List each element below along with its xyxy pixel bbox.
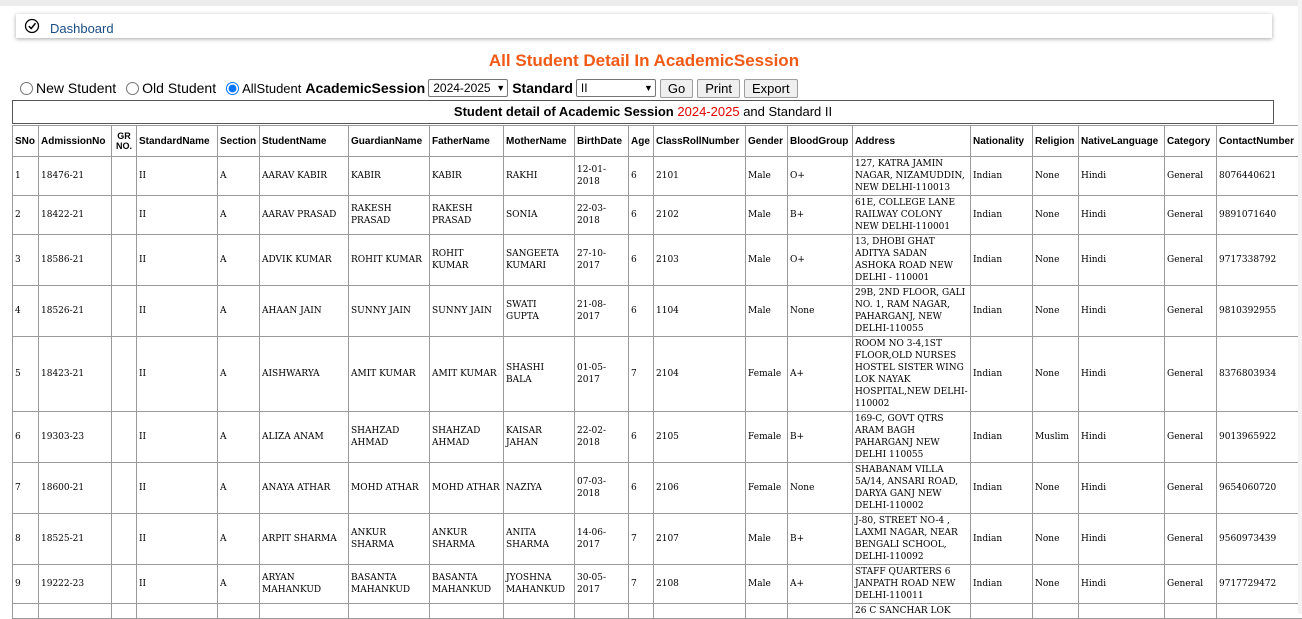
table-cell: Indian	[971, 514, 1033, 565]
table-cell	[971, 604, 1033, 619]
table-cell: Hindi	[1079, 412, 1165, 463]
table-cell: MOHD ATHAR	[430, 463, 504, 514]
table-cell: 9013965922	[1217, 412, 1302, 463]
table-cell: 14-06-2017	[575, 514, 629, 565]
table-cell: A	[218, 514, 260, 565]
table-cell: 6	[629, 157, 654, 196]
table-cell: II	[137, 337, 218, 412]
table-cell	[1217, 604, 1302, 619]
table-cell: General	[1165, 157, 1217, 196]
table-cell: None	[1033, 286, 1079, 337]
table-cell: J-80, STREET NO-4 , LAXMI NAGAR, NEAR BENGALI SCHOOL, DELHI-110092	[853, 514, 971, 565]
table-cell: BASANTA MAHANKUD	[430, 565, 504, 604]
table-cell: None	[1033, 235, 1079, 286]
table-cell: General	[1165, 514, 1217, 565]
table-cell: 13, DHOBI GHAT ADITYA SADAN ASHOKA ROAD NEW DELHI - 110001	[853, 235, 971, 286]
table-cell: Male	[746, 286, 788, 337]
column-header: Age	[629, 126, 654, 157]
table-cell: ROOM NO 3-4,1ST FLOOR,OLD NURSES HOSTEL SISTER WING LOK NAYAK HOSPITAL,NEW DELHI-110002	[853, 337, 971, 412]
table-cell: General	[1165, 565, 1217, 604]
table-cell: General	[1165, 412, 1217, 463]
table-cell	[349, 604, 430, 619]
table-cell: Indian	[971, 196, 1033, 235]
table-cell	[112, 604, 137, 619]
table-cell: SHAHZAD AHMAD	[349, 412, 430, 463]
table-cell: 8	[13, 514, 39, 565]
table-cell	[112, 412, 137, 463]
table-cell: Indian	[971, 463, 1033, 514]
table-cell: General	[1165, 235, 1217, 286]
column-header: StudentName	[260, 126, 349, 157]
table-cell: 3	[13, 235, 39, 286]
table-cell: 18600-21	[39, 463, 112, 514]
new-student-radio[interactable]	[20, 82, 33, 95]
table-cell: MOHD ATHAR	[349, 463, 430, 514]
table-cell: ROHIT KUMAR	[430, 235, 504, 286]
table-cell	[1033, 604, 1079, 619]
table-cell: 2105	[654, 412, 746, 463]
column-header: GuardianName	[349, 126, 430, 157]
column-header: Category	[1165, 126, 1217, 157]
table-cell	[112, 463, 137, 514]
table-cell: 7	[629, 337, 654, 412]
table-cell: II	[137, 565, 218, 604]
column-header: NativeLanguage	[1079, 126, 1165, 157]
table-cell: None	[788, 286, 853, 337]
table-cell	[112, 337, 137, 412]
table-cell: A	[218, 286, 260, 337]
table-header-row	[13, 126, 1302, 157]
table-cell: General	[1165, 463, 1217, 514]
table-row	[13, 337, 1302, 412]
table-cell: A	[218, 412, 260, 463]
table-cell: None	[1033, 463, 1079, 514]
table-cell: 2101	[654, 157, 746, 196]
student-table	[12, 125, 1302, 619]
column-header: Address	[853, 126, 971, 157]
table-cell	[430, 604, 504, 619]
table-cell: 9891071640	[1217, 196, 1302, 235]
table-cell: B+	[788, 412, 853, 463]
table-cell: SUNNY JAIN	[430, 286, 504, 337]
table-row	[13, 514, 1302, 565]
table-cell: 6	[629, 196, 654, 235]
table-cell: 7	[629, 514, 654, 565]
table-cell: A	[218, 196, 260, 235]
table-cell: Male	[746, 514, 788, 565]
column-header: BirthDate	[575, 126, 629, 157]
table-cell	[629, 604, 654, 619]
table-cell: AMIT KUMAR	[349, 337, 430, 412]
table-cell	[654, 604, 746, 619]
table-cell: None	[1033, 157, 1079, 196]
table-cell	[504, 604, 575, 619]
table-cell: None	[788, 463, 853, 514]
academic-session-label: AcademicSession	[305, 80, 425, 96]
table-cell: 2108	[654, 565, 746, 604]
table-cell: A	[218, 565, 260, 604]
column-header: SNo	[13, 126, 39, 157]
table-cell: 6	[629, 235, 654, 286]
table-cell: Indian	[971, 337, 1033, 412]
table-cell: Hindi	[1079, 337, 1165, 412]
table-cell: 22-03-2018	[575, 196, 629, 235]
table-cell: II	[137, 196, 218, 235]
table-cell: 2106	[654, 463, 746, 514]
column-header: Gender	[746, 126, 788, 157]
table-cell: Hindi	[1079, 235, 1165, 286]
column-header: GR NO.	[112, 126, 137, 157]
export-button[interactable]: Export	[744, 79, 798, 98]
table-cell: O+	[788, 235, 853, 286]
table-cell: 2	[13, 196, 39, 235]
table-cell: SHABANAM VILLA 5A/14, ANSARI ROAD, DARYA GANJ NEW DELHI-110002	[853, 463, 971, 514]
column-header: BloodGroup	[788, 126, 853, 157]
table-cell: 9	[13, 565, 39, 604]
standard-label: Standard	[512, 80, 573, 96]
filter-bar	[18, 78, 802, 98]
print-button[interactable]: Print	[697, 79, 740, 98]
table-cell: General	[1165, 196, 1217, 235]
table-cell	[112, 235, 137, 286]
table-cell	[112, 286, 137, 337]
table-cell: ROHIT KUMAR	[349, 235, 430, 286]
table-cell: RAKESH PRASAD	[349, 196, 430, 235]
table-cell: Hindi	[1079, 463, 1165, 514]
table-cell: 9560973439	[1217, 514, 1302, 565]
dashboard-link[interactable]: Dashboard	[50, 21, 114, 36]
column-header: Nationality	[971, 126, 1033, 157]
scrollbar[interactable]	[1298, 0, 1302, 614]
old-student-radio[interactable]	[126, 82, 139, 95]
table-cell: None	[1033, 514, 1079, 565]
table-cell: Hindi	[1079, 196, 1165, 235]
table-cell	[39, 604, 112, 619]
table-cell: BASANTA MAHANKUD	[349, 565, 430, 604]
table-cell: Female	[746, 337, 788, 412]
table-cell: None	[1033, 565, 1079, 604]
table-cell: Hindi	[1079, 565, 1165, 604]
table-cell: II	[137, 235, 218, 286]
top-bar	[0, 0, 1302, 6]
table-cell: 7	[13, 463, 39, 514]
table-cell: 169-C, GOVT QTRS ARAM BAGH PAHARGANJ NEW DELHI 110055	[853, 412, 971, 463]
table-cell: ANKUR SHARMA	[349, 514, 430, 565]
table-cell: Male	[746, 235, 788, 286]
standard-value: II	[581, 81, 588, 95]
table-cell: 29B, 2ND FLOOR, GALI NO. 1, RAM NAGAR, PAHARGANJ, NEW DELHI-110055	[853, 286, 971, 337]
table-cell: Indian	[971, 412, 1033, 463]
table-row	[13, 604, 1302, 619]
table-cell: 127, KATRA JAMIN NAGAR, NIZAMUDDIN, NEW DELHI-110013	[853, 157, 971, 196]
table-cell: Indian	[971, 286, 1033, 337]
table-cell: AARAV KABIR	[260, 157, 349, 196]
table-cell: A	[218, 235, 260, 286]
column-header: Section	[218, 126, 260, 157]
table-cell: II	[137, 157, 218, 196]
table-cell	[260, 604, 349, 619]
table-cell: 27-10-2017	[575, 235, 629, 286]
column-header: StandardName	[137, 126, 218, 157]
table-cell: 18423-21	[39, 337, 112, 412]
table-row	[13, 565, 1302, 604]
table-cell	[112, 565, 137, 604]
table-cell: 4	[13, 286, 39, 337]
all-student-radio[interactable]	[226, 82, 239, 95]
table-cell: NAZIYA	[504, 463, 575, 514]
table-row	[13, 412, 1302, 463]
table-cell: RAKESH PRASAD	[430, 196, 504, 235]
old-student-label: Old Student	[142, 80, 216, 96]
column-header: FatherName	[430, 126, 504, 157]
table-cell: B+	[788, 514, 853, 565]
table-cell: None	[1033, 337, 1079, 412]
table-cell: General	[1165, 286, 1217, 337]
caption-prefix: Student detail of Academic Session	[454, 104, 674, 119]
table-cell	[575, 604, 629, 619]
column-header: AdmissionNo	[39, 126, 112, 157]
table-cell: 9717338792	[1217, 235, 1302, 286]
table-cell	[112, 157, 137, 196]
chevron-down-icon: ▼	[644, 83, 653, 93]
table-cell: ANKUR SHARMA	[430, 514, 504, 565]
table-cell: 1104	[654, 286, 746, 337]
table-cell: AHAAN JAIN	[260, 286, 349, 337]
table-cell: 6	[629, 463, 654, 514]
table-cell: 6	[629, 412, 654, 463]
table-cell: JYOSHNA MAHANKUD	[504, 565, 575, 604]
table-cell: A+	[788, 565, 853, 604]
table-cell: A+	[788, 337, 853, 412]
table-cell: 21-08-2017	[575, 286, 629, 337]
table-row	[13, 157, 1302, 196]
table-cell: Indian	[971, 157, 1033, 196]
page-title: All Student Detail In AcademicSession	[0, 51, 1288, 71]
table-cell: Male	[746, 157, 788, 196]
table-cell: SHASHI BALA	[504, 337, 575, 412]
table-cell: KABIR	[349, 157, 430, 196]
table-cell: AMIT KUMAR	[430, 337, 504, 412]
table-cell: SWATI GUPTA	[504, 286, 575, 337]
table-cell	[1165, 604, 1217, 619]
table-cell: B+	[788, 196, 853, 235]
table-cell: Hindi	[1079, 286, 1165, 337]
table-cell: 18526-21	[39, 286, 112, 337]
table-cell: ARPIT SHARMA	[260, 514, 349, 565]
table-cell: SHAHZAD AHMAD	[430, 412, 504, 463]
table-cell: II	[137, 463, 218, 514]
caption-session: 2024-2025	[677, 104, 739, 119]
check-circle-icon	[24, 18, 40, 34]
table-cell	[746, 604, 788, 619]
table-cell: 2102	[654, 196, 746, 235]
table-cell	[112, 514, 137, 565]
table-cell: 61E, COLLEGE LANE RAILWAY COLONY NEW DELHI-110001	[853, 196, 971, 235]
column-header: ContactNumber	[1217, 126, 1302, 157]
table-caption	[12, 100, 1274, 124]
table-cell: 07-03-2018	[575, 463, 629, 514]
table-cell	[218, 604, 260, 619]
table-cell: 7	[629, 565, 654, 604]
table-cell	[788, 604, 853, 619]
table-cell: 22-02-2018	[575, 412, 629, 463]
table-cell: Female	[746, 463, 788, 514]
table-cell: SUNNY JAIN	[349, 286, 430, 337]
table-cell: II	[137, 514, 218, 565]
table-cell: 8376803934	[1217, 337, 1302, 412]
table-cell: Indian	[971, 235, 1033, 286]
table-cell: KAISAR JAHAN	[504, 412, 575, 463]
table-cell: AISHWARYA	[260, 337, 349, 412]
chevron-down-icon: ▼	[496, 83, 505, 93]
table-cell: ARYAN MAHANKUD	[260, 565, 349, 604]
table-cell: Male	[746, 565, 788, 604]
table-row	[13, 235, 1302, 286]
column-header: Religion	[1033, 126, 1079, 157]
table-row	[13, 286, 1302, 337]
table-cell: 30-05-2017	[575, 565, 629, 604]
table-cell: 18525-21	[39, 514, 112, 565]
table-cell: STAFF QUARTERS 6 JANPATH ROAD NEW DELHI-110011	[853, 565, 971, 604]
table-cell: 2103	[654, 235, 746, 286]
table-cell: AARAV PRASAD	[260, 196, 349, 235]
table-cell: II	[137, 286, 218, 337]
table-cell: A	[218, 157, 260, 196]
table-cell: RAKHI	[504, 157, 575, 196]
table-row	[13, 463, 1302, 514]
table-cell: ALIZA ANAM	[260, 412, 349, 463]
table-cell: 2107	[654, 514, 746, 565]
table-cell: 6	[13, 412, 39, 463]
table-cell: 6	[629, 286, 654, 337]
table-cell: SANGEETA KUMARI	[504, 235, 575, 286]
table-cell: 01-05-2017	[575, 337, 629, 412]
table-cell: Male	[746, 196, 788, 235]
table-cell	[137, 604, 218, 619]
table-cell: A	[218, 463, 260, 514]
all-student-label: AllStudent	[242, 81, 301, 96]
table-cell	[1079, 604, 1165, 619]
table-cell: 18422-21	[39, 196, 112, 235]
table-cell: 18476-21	[39, 157, 112, 196]
table-cell: A	[218, 337, 260, 412]
academic-session-value: 2024-2025	[433, 81, 490, 95]
table-cell: 12-01-2018	[575, 157, 629, 196]
table-cell: ADVIK KUMAR	[260, 235, 349, 286]
table-cell: 19303-23	[39, 412, 112, 463]
table-cell: 9810392955	[1217, 286, 1302, 337]
table-cell: ANITA SHARMA	[504, 514, 575, 565]
table-cell: 5	[13, 337, 39, 412]
column-header: ClassRollNumber	[654, 126, 746, 157]
table-cell: KABIR	[430, 157, 504, 196]
new-student-label: New Student	[36, 80, 116, 96]
table-cell: Hindi	[1079, 157, 1165, 196]
table-cell: 1	[13, 157, 39, 196]
table-cell: II	[137, 412, 218, 463]
table-cell: Female	[746, 412, 788, 463]
dashboard-bar	[16, 14, 1272, 38]
academic-session-select[interactable]	[428, 79, 508, 97]
caption-suffix: and Standard II	[743, 104, 832, 119]
table-cell: SONIA	[504, 196, 575, 235]
table-cell	[112, 196, 137, 235]
table-cell: 9717729472	[1217, 565, 1302, 604]
table-cell: 18586-21	[39, 235, 112, 286]
standard-select[interactable]	[576, 79, 656, 97]
table-cell: Hindi	[1079, 514, 1165, 565]
table-cell: 9654060720	[1217, 463, 1302, 514]
table-cell: General	[1165, 337, 1217, 412]
table-cell: Indian	[971, 565, 1033, 604]
table-cell: Muslim	[1033, 412, 1079, 463]
table-cell: None	[1033, 196, 1079, 235]
table-cell: O+	[788, 157, 853, 196]
table-row	[13, 196, 1302, 235]
table-cell: ANAYA ATHAR	[260, 463, 349, 514]
table-cell: 2104	[654, 337, 746, 412]
column-header: MotherName	[504, 126, 575, 157]
go-button[interactable]: Go	[660, 79, 693, 98]
table-cell: 8076440621	[1217, 157, 1302, 196]
table-cell: 26 C SANCHAR LOK	[853, 604, 971, 619]
table-cell: 19222-23	[39, 565, 112, 604]
table-cell	[13, 604, 39, 619]
